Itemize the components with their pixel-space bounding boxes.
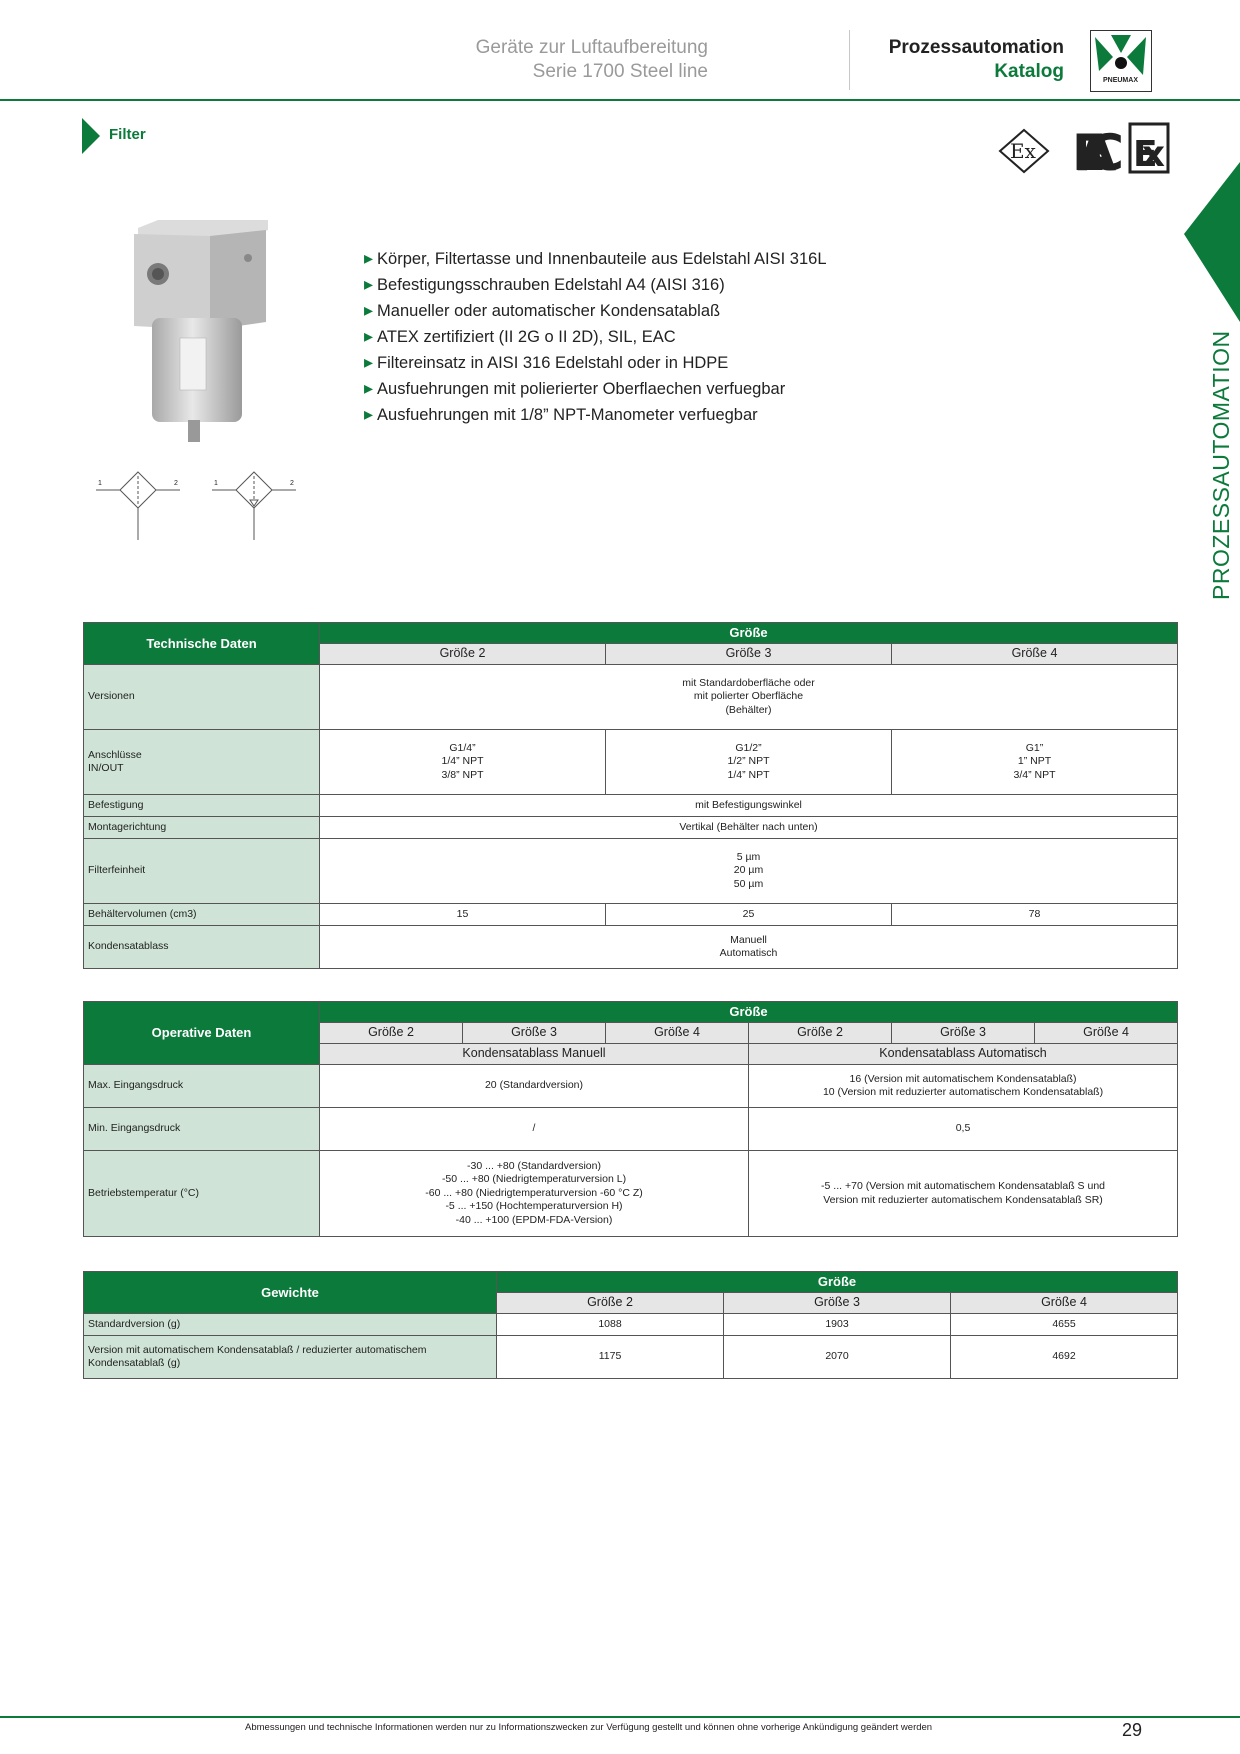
- row-label-befestigung: Befestigung: [84, 795, 320, 817]
- mode-header-auto: Kondensatablass Automatisch: [749, 1044, 1178, 1065]
- size-header: Größe 2: [749, 1023, 892, 1044]
- row-label-auto-weight: Version mit automatischem Kondensatablaß / reduzierter automatischem Kondensatablaß (g): [84, 1336, 497, 1379]
- anschluesse-label-line: IN/OUT: [88, 762, 124, 774]
- logo-text: PNEUMAX: [1102, 77, 1138, 84]
- versionen-line: (Behälter): [725, 703, 772, 716]
- header-line2: Serie 1700 Steel line: [532, 61, 708, 82]
- max-pressure-auto: [749, 1065, 1178, 1108]
- svg-text:EAC: EAC: [1072, 124, 1124, 176]
- tech-group-header: Größe: [320, 623, 1178, 644]
- versionen-line: mit polierter Oberfläche: [693, 690, 804, 703]
- anschluesse-size3: [606, 730, 892, 795]
- atex-ex-icon: [998, 128, 1050, 174]
- temp-line: -5 ... +70 (Version mit automatischem Kondensatablaß S und: [821, 1180, 1105, 1192]
- header-line1: Geräte zur Luftaufbereitung: [475, 37, 708, 58]
- kondensat-line: Manuell: [730, 933, 767, 946]
- port-value: 1/4” NPT: [441, 755, 484, 768]
- max-pressure-manual: 20 (Standardversion): [320, 1065, 749, 1108]
- min-pressure-auto: 0,5: [749, 1108, 1178, 1151]
- max-auto-line: 16 (Version mit automatischem Kondensatablaß): [849, 1072, 1077, 1085]
- size-header: Größe 3: [724, 1293, 951, 1314]
- versionen-value: [320, 665, 1178, 730]
- versionen-line: mit Standardoberfläche oder: [682, 676, 815, 689]
- port-value: G1”: [1025, 741, 1044, 754]
- tech-data-table: [83, 622, 1178, 969]
- side-tab-label: PROZESSAUTOMATION: [1208, 330, 1234, 600]
- row-label-filter: Filterfeinheit: [84, 839, 320, 904]
- anschluesse-label-line: Anschlüsse: [88, 748, 142, 761]
- header-catalog: [870, 36, 1064, 84]
- row-label-anschluesse: [84, 730, 320, 795]
- filter-line: 20 µm: [733, 864, 764, 877]
- port-value: G1/2”: [735, 741, 762, 754]
- pneumax-logo: [1090, 30, 1152, 92]
- filter-line: 50 µm: [733, 877, 764, 890]
- eac-ex-icon: [1072, 120, 1170, 176]
- port-value: 3/8” NPT: [441, 768, 484, 781]
- size-header: Größe 3: [606, 644, 892, 665]
- svg-text:Ex: Ex: [1133, 134, 1165, 175]
- montage-value: Vertikal (Behälter nach unten): [320, 817, 1178, 839]
- size-header: Größe 2: [320, 1023, 463, 1044]
- symbol-port-1: 1: [214, 480, 218, 487]
- oper-group-header: Größe: [320, 1002, 1178, 1023]
- header-rule: [0, 99, 1240, 101]
- side-tab-marker: [1184, 162, 1240, 322]
- mode-header-manual: Kondensatablass Manuell: [320, 1044, 749, 1065]
- section-arrow-icon: [82, 118, 100, 154]
- section-title: Filter: [109, 126, 146, 143]
- row-label-std-weight: Standardversion (g): [84, 1314, 497, 1336]
- symbol-port-2: 2: [290, 480, 294, 487]
- row-label-versionen: Versionen: [84, 665, 320, 730]
- std-weight-size4: 4655: [951, 1314, 1178, 1336]
- footer-rule: [0, 1716, 1240, 1718]
- temp-line: -30 ... +80 (Standardversion): [467, 1159, 601, 1172]
- row-label-temperature: Betriebstemperatur (°C): [84, 1151, 320, 1237]
- auto-weight-size2: 1175: [497, 1336, 724, 1379]
- header-divider: [849, 30, 850, 90]
- size-header: Größe 4: [1035, 1023, 1178, 1044]
- std-weight-size2: 1088: [497, 1314, 724, 1336]
- size-header: Größe 4: [951, 1293, 1178, 1314]
- kondensat-value: [320, 926, 1178, 969]
- header-right1: Prozessautomation: [888, 37, 1064, 58]
- volumen-size4: 78: [892, 904, 1178, 926]
- footer-note: Abmessungen und technische Informationen werden nur zu Informationszwecken zur Verfügung gestellt und können ohne vorherige Ankündigung geändert werden: [245, 1722, 933, 1733]
- row-label-montage: Montagerichtung: [84, 817, 320, 839]
- temp-line: -5 ... +150 (Hochtemperaturversion H): [445, 1200, 623, 1213]
- row-label-volumen: Behältervolumen (cm3): [84, 904, 320, 926]
- header-right2: Katalog: [994, 61, 1064, 82]
- symbol-port-2: 2: [174, 480, 178, 487]
- feature-item: ▸ Befestigungsschrauben Edelstahl A4 (AISI 316): [364, 272, 827, 298]
- header-series: [476, 36, 708, 84]
- befestigung-value: mit Befestigungswinkel: [320, 795, 1178, 817]
- std-weight-size3: 1903: [724, 1314, 951, 1336]
- port-value: 1/2” NPT: [727, 755, 770, 768]
- weights-group-header: Größe: [497, 1272, 1178, 1293]
- row-label-max-pressure: Max. Eingangsdruck: [84, 1065, 320, 1108]
- size-header: Größe 4: [892, 644, 1178, 665]
- temp-line: -40 ... +100 (EPDM-FDA-Version): [455, 1213, 613, 1226]
- filter-product-image: [128, 218, 270, 446]
- auto-weight-size3: 2070: [724, 1336, 951, 1379]
- size-header: Größe 4: [606, 1023, 749, 1044]
- kondensat-line: Automatisch: [719, 947, 778, 959]
- port-value: 3/4” NPT: [1013, 768, 1056, 781]
- row-label-min-pressure: Min. Eingangsdruck: [84, 1108, 320, 1151]
- temp-line: -50 ... +80 (Niedrigtemperaturversion L): [441, 1173, 627, 1186]
- weights-title: Gewichte: [84, 1272, 497, 1314]
- feature-item: ▸ Filtereinsatz in AISI 316 Edelstahl oder in HDPE: [364, 350, 827, 376]
- tech-title: Technische Daten: [84, 623, 320, 665]
- port-value: 1” NPT: [1017, 755, 1052, 768]
- filter-value: [320, 839, 1178, 904]
- temperature-manual: [320, 1151, 749, 1237]
- feature-item: ▸ Körper, Filtertasse und Innenbauteile aus Edelstahl AISI 316L: [364, 246, 827, 272]
- temp-line: Version mit reduzierter automatischem Kondensatablaß SR): [823, 1193, 1103, 1206]
- weights-table: [83, 1271, 1178, 1379]
- port-value: 1/4” NPT: [727, 768, 770, 781]
- temp-line: -60 ... +80 (Niedrigtemperaturversion -60 °C Z): [425, 1186, 643, 1199]
- page-number: 29: [1122, 1720, 1143, 1740]
- anschluesse-size4: [892, 730, 1178, 795]
- max-auto-line: 10 (Version mit reduzierter automatischem Kondensatablaß): [822, 1086, 1104, 1098]
- filter-symbols: [96, 470, 308, 542]
- feature-list: [364, 246, 827, 428]
- size-header: Größe 3: [463, 1023, 606, 1044]
- port-value: G1/4”: [449, 741, 476, 754]
- anschluesse-size2: [320, 730, 606, 795]
- oper-title: Operative Daten: [84, 1002, 320, 1065]
- feature-item: ▸ Ausfuehrungen mit polierierter Oberflaechen verfuegbar: [364, 376, 827, 402]
- feature-item: ▸ Manueller oder automatischer Kondensatablaß: [364, 298, 827, 324]
- feature-item: ▸ ATEX zertifiziert (II 2G o II 2D), SIL, EAC: [364, 324, 827, 350]
- filter-line: 5 µm: [736, 850, 761, 863]
- svg-text:Ex: Ex: [1010, 139, 1036, 163]
- auto-weight-size4: 4692: [951, 1336, 1178, 1379]
- min-pressure-manual: /: [320, 1108, 749, 1151]
- volumen-size2: 15: [320, 904, 606, 926]
- symbol-port-1: 1: [98, 480, 102, 487]
- size-header: Größe 2: [497, 1293, 724, 1314]
- row-label-kondensat: Kondensatablass: [84, 926, 320, 969]
- temperature-auto: [749, 1151, 1178, 1237]
- size-header: Größe 2: [320, 644, 606, 665]
- volumen-size3: 25: [606, 904, 892, 926]
- size-header: Größe 3: [892, 1023, 1035, 1044]
- operative-data-table: [83, 1001, 1178, 1237]
- feature-item: ▸ Ausfuehrungen mit 1/8” NPT-Manometer verfuegbar: [364, 402, 827, 428]
